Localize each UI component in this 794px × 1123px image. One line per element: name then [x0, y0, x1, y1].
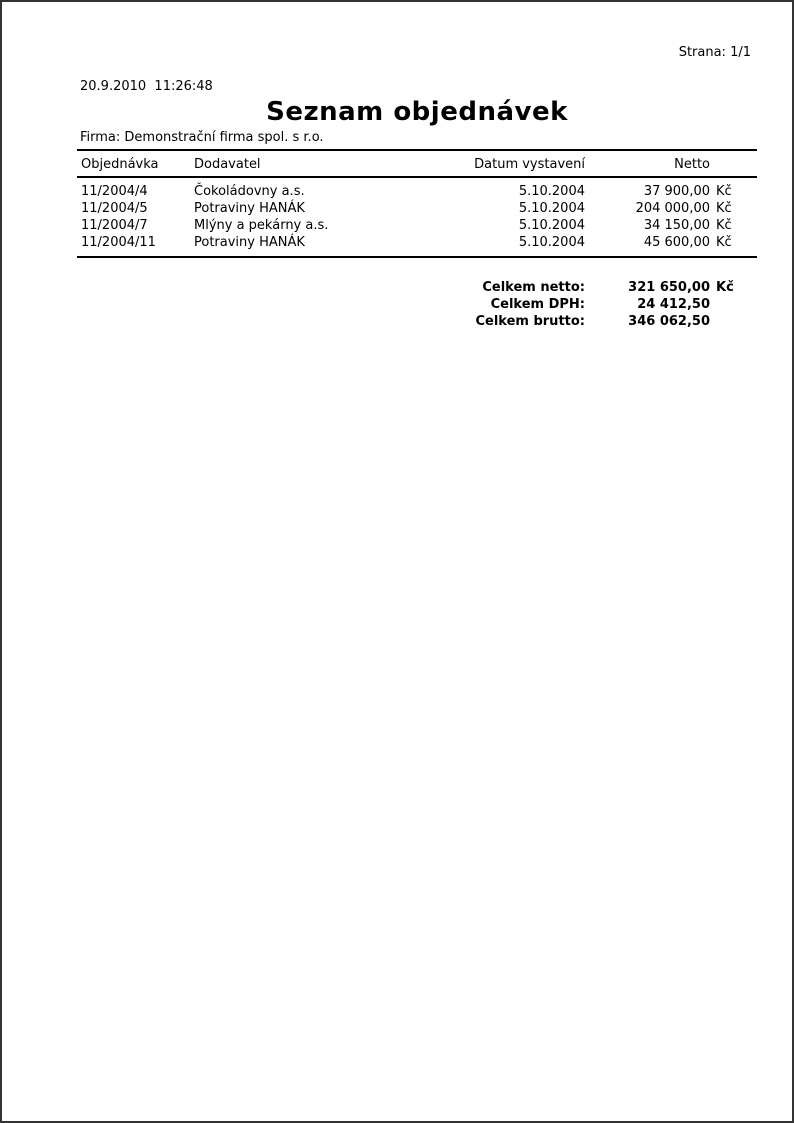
column-header-supplier: Dodavatel — [194, 157, 261, 172]
orders-table — [77, 149, 757, 258]
report-title: Seznam objednávek — [266, 97, 568, 127]
total-currency-cell — [710, 296, 757, 313]
column-header-currency-spacer — [710, 157, 757, 173]
total-row — [77, 296, 757, 313]
supplier-cell: Čokoládovny a.s. — [194, 184, 305, 199]
order-number-cell: 11/2004/5 — [81, 201, 148, 216]
netto-amount-cell: 34 150,00 — [643, 218, 710, 233]
print-datetime: 20.9.2010 11:26:48 — [80, 79, 213, 94]
total-label: Celkem brutto: — [475, 314, 585, 329]
column-header-netto: Netto — [674, 157, 710, 172]
total-label: Celkem DPH: — [490, 297, 585, 312]
supplier-cell: Potraviny HANÁK — [194, 201, 305, 216]
netto-amount-cell: 45 600,00 — [643, 235, 710, 250]
order-number-cell: 11/2004/7 — [81, 218, 148, 233]
issue-date-cell: 5.10.2004 — [518, 218, 585, 233]
orders-table-header — [77, 149, 757, 178]
currency-cell: Kč — [716, 218, 732, 233]
supplier-cell: Mlýny a pekárny a.s. — [194, 218, 329, 233]
company-line: Firma: Demonstrační firma spol. s r.o. — [80, 130, 324, 145]
orders-table-body — [77, 178, 757, 258]
netto-amount-cell: 37 900,00 — [643, 184, 710, 199]
currency-cell: Kč — [716, 201, 732, 216]
total-row — [77, 313, 757, 330]
issue-date-cell: 5.10.2004 — [518, 184, 585, 199]
total-currency-cell: Kč — [716, 280, 734, 295]
currency-cell: Kč — [716, 184, 732, 199]
issue-date-cell: 5.10.2004 — [518, 235, 585, 250]
column-header-order: Objednávka — [81, 157, 159, 172]
total-value: 346 062,50 — [628, 314, 710, 329]
total-row — [77, 279, 757, 296]
column-header-date: Datum vystavení — [474, 157, 585, 172]
supplier-cell: Potraviny HANÁK — [194, 235, 305, 250]
total-label: Celkem netto: — [482, 280, 585, 295]
totals-block — [77, 279, 757, 330]
netto-amount-cell: 204 000,00 — [635, 201, 710, 216]
total-value: 321 650,00 — [628, 280, 710, 295]
currency-cell: Kč — [716, 235, 732, 250]
order-number-cell: 11/2004/11 — [81, 235, 156, 250]
order-number-cell: 11/2004/4 — [81, 184, 148, 199]
total-currency-cell — [710, 313, 757, 330]
issue-date-cell: 5.10.2004 — [518, 201, 585, 216]
total-value: 24 412,50 — [637, 297, 710, 312]
page-number: Strana: 1/1 — [678, 45, 751, 60]
